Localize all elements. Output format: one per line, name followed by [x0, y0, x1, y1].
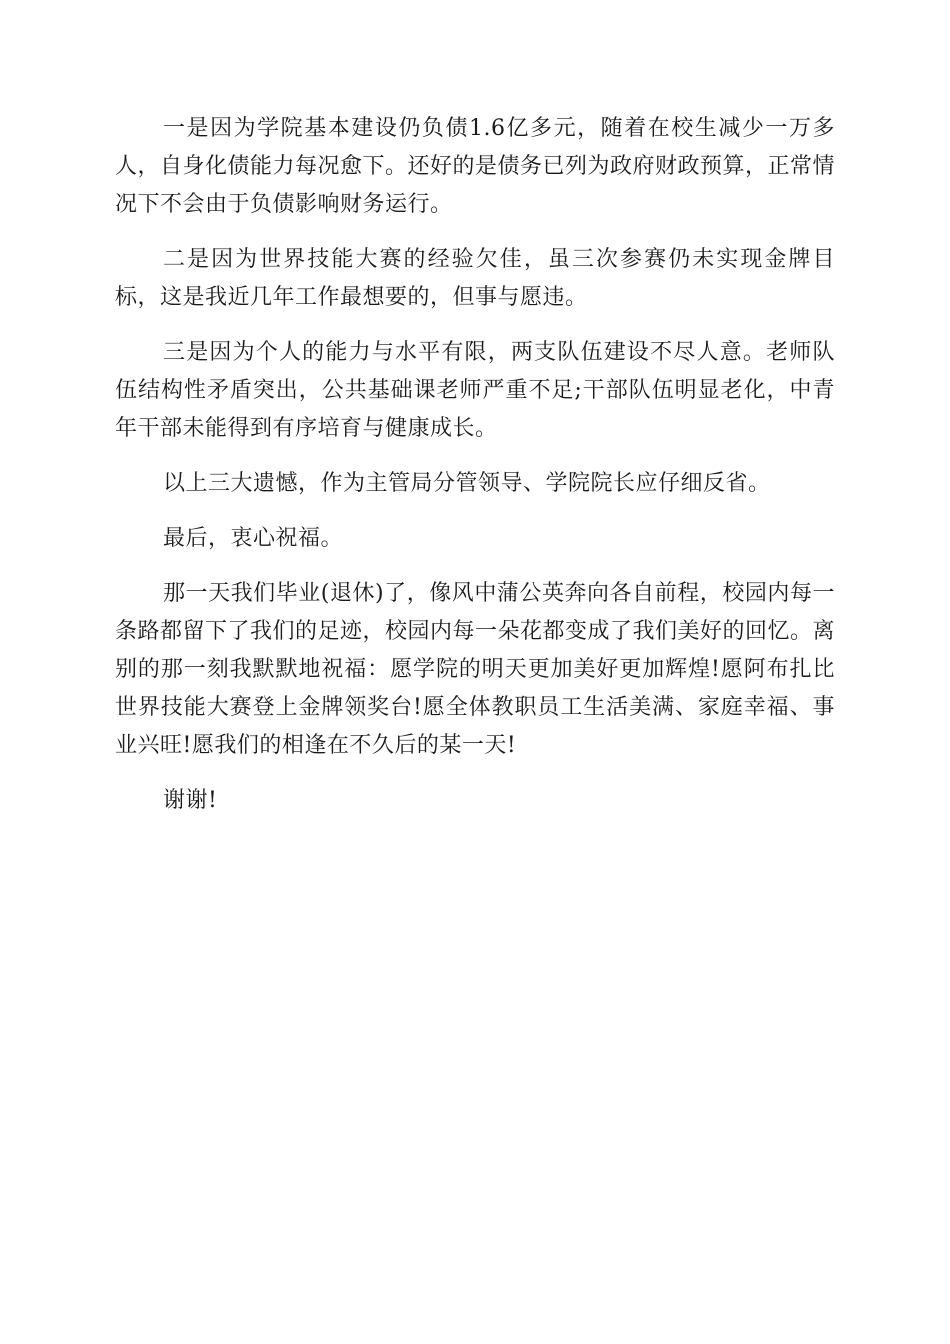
paragraph-thanks: 谢谢!	[163, 788, 218, 813]
paragraph-blessing-intro: 最后，衷心祝福。	[163, 526, 344, 551]
document-body	[115, 110, 835, 837]
paragraph-farewell: 那一天我们毕业(退休)了，像风中蒲公英奔向各自前程，校园内每一条路都留下了我们的足迹，校园内每一朵花都变成了我们美好的回忆。离别的那一刻我默默地祝福：愿学院的明天更加美好更加辉煌!愿阿布扎比世界技能大赛登上金牌领奖台!愿全体教职员工生活美满、家庭幸福、事业兴旺!愿我们的相逢在不久后的某一天!	[115, 581, 836, 758]
paragraph-skills-competition: 二是因为世界技能大赛的经验欠佳，虽三次参赛仍未实现金牌目标，这是我近几年工作最想要的，但事与愿违。	[115, 247, 835, 310]
paragraph-team-building: 三是因为个人的能力与水平有限，两支队伍建设不尽人意。老师队伍结构性矛盾突出，公共基础课老师严重不足;干部队伍明显老化，中青年干部未能得到有序培育与健康成长。	[115, 340, 835, 441]
paragraph-debt: 一是因为学院基本建设仍负债1.6亿多元，随着在校生减少一万多人，自身化债能力每况愈下。还好的是债务已列为政府财政预算，正常情况下不会由于负债影响财务运行。	[115, 116, 836, 217]
paragraph-regrets-summary: 以上三大遗憾，作为主管局分管领导、学院院长应仔细反省。	[163, 471, 771, 496]
